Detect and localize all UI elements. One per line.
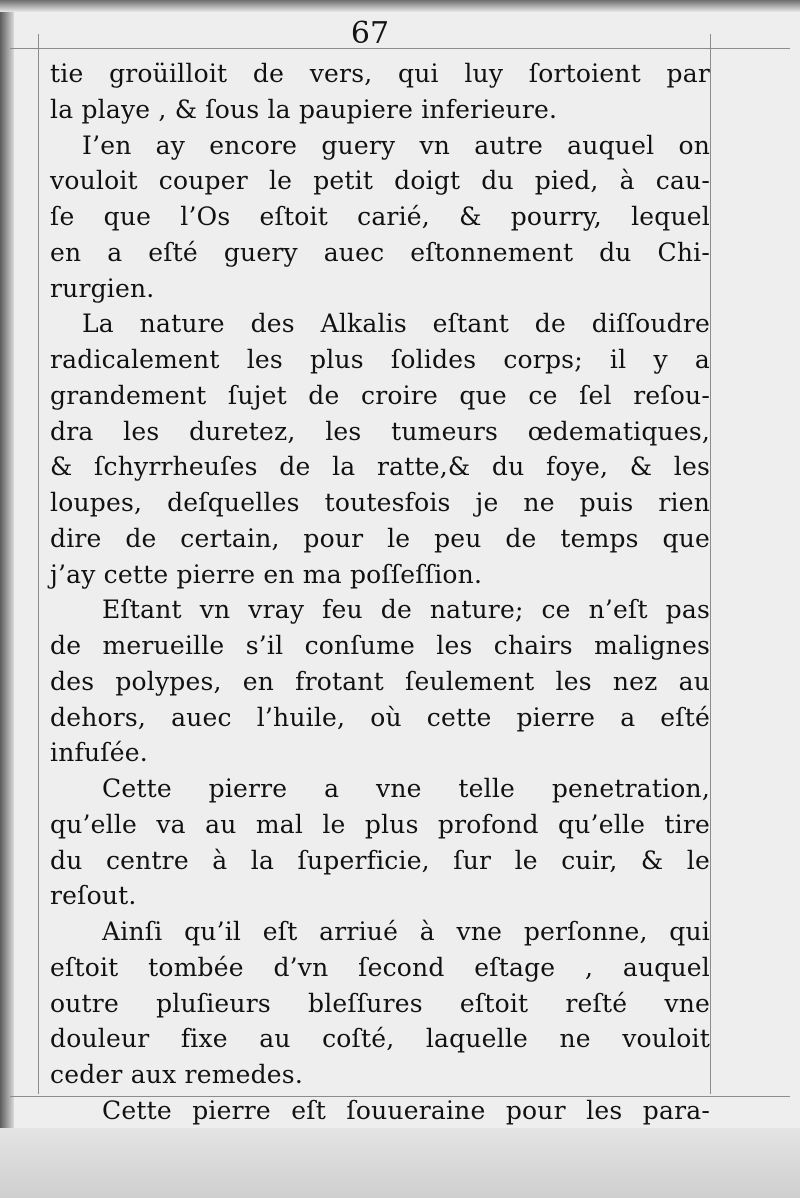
text-line: tie groüilloit de vers, qui luy ſortoient par bbox=[50, 59, 710, 88]
text-line: douleur fixe au coſté, laquelle ne vouloit bbox=[50, 1024, 710, 1054]
text-line: qu’elle va au mal le plus profond qu’elle tire bbox=[50, 809, 710, 839]
text-line: en a eſté guery auec eſtonnement du Chi- bbox=[50, 237, 710, 267]
text-line: I’en ay encore guery vn autre auquel on bbox=[82, 130, 710, 160]
text-line: ſe que l’Os eſtoit carié, & pourry, lequel bbox=[50, 202, 710, 231]
top-rule-line bbox=[10, 48, 790, 49]
text-line: eſtoit tombée d’vn ſecond eſtage , auquel bbox=[50, 952, 710, 982]
text-line: du centre à la ſuperficie, ſur le cuir, & le bbox=[50, 845, 710, 875]
text-line: des polypes, en frotant ſeulement les nez au bbox=[50, 666, 710, 696]
text-line: rurgien. bbox=[50, 273, 155, 303]
text-line: la playe , & ſous la paupiere inferieure. bbox=[50, 94, 558, 124]
text-line: loupes, deſquelles toutesfois je ne puis rien bbox=[50, 488, 710, 517]
page-bottom-margin bbox=[0, 1128, 800, 1198]
text-line: outre pluſieurs bleſſures eſtoit reſté vne bbox=[50, 988, 710, 1018]
text-line: vouloit couper le petit doigt du pied, à cau- bbox=[50, 166, 710, 196]
top-edge-shadow bbox=[0, 0, 800, 12]
binding-shadow bbox=[0, 0, 14, 1198]
text-line: dehors, auec l’huile, où cette pierre a eſté bbox=[50, 702, 710, 732]
left-rule-line bbox=[38, 34, 39, 1094]
text-line: j’ay cette pierre en ma poſſeſſion. bbox=[50, 559, 483, 589]
text-line: Ainſi qu’il eſt arriué à vne perſonne, qui bbox=[102, 917, 710, 946]
body-text bbox=[50, 56, 710, 1129]
text-line: dire de certain, pour le peu de temps que bbox=[50, 523, 710, 553]
text-line: radicalement les plus ſolides corps; il y a bbox=[50, 345, 710, 374]
right-rule-line bbox=[710, 34, 711, 1094]
text-line: grandement ſujet de croire que ce ſel reſou- bbox=[50, 380, 710, 410]
text-line: dra les duretez, les tumeurs œdematiques, bbox=[50, 416, 710, 446]
text-line: Eſtant vn vray feu de nature; ce n’eſt pas bbox=[102, 595, 710, 625]
text-line: Cette pierre eſt ſouueraine pour les para- bbox=[102, 1095, 710, 1125]
text-line: & ſchyrrheuſes de la ratte,& du foye, & les bbox=[50, 452, 710, 482]
text-line: reſout. bbox=[50, 881, 137, 911]
text-line: Cette pierre a vne telle penetration, bbox=[102, 774, 710, 803]
text-line: infuſée. bbox=[50, 738, 148, 768]
text-line: La nature des Alkalis eſtant de diſſoudre bbox=[82, 309, 710, 339]
text-line: de merueille s’il conſume les chairs malignes bbox=[50, 631, 710, 660]
text-line: ceder aux remedes. bbox=[50, 1060, 303, 1089]
page-number: 67 bbox=[350, 16, 390, 51]
